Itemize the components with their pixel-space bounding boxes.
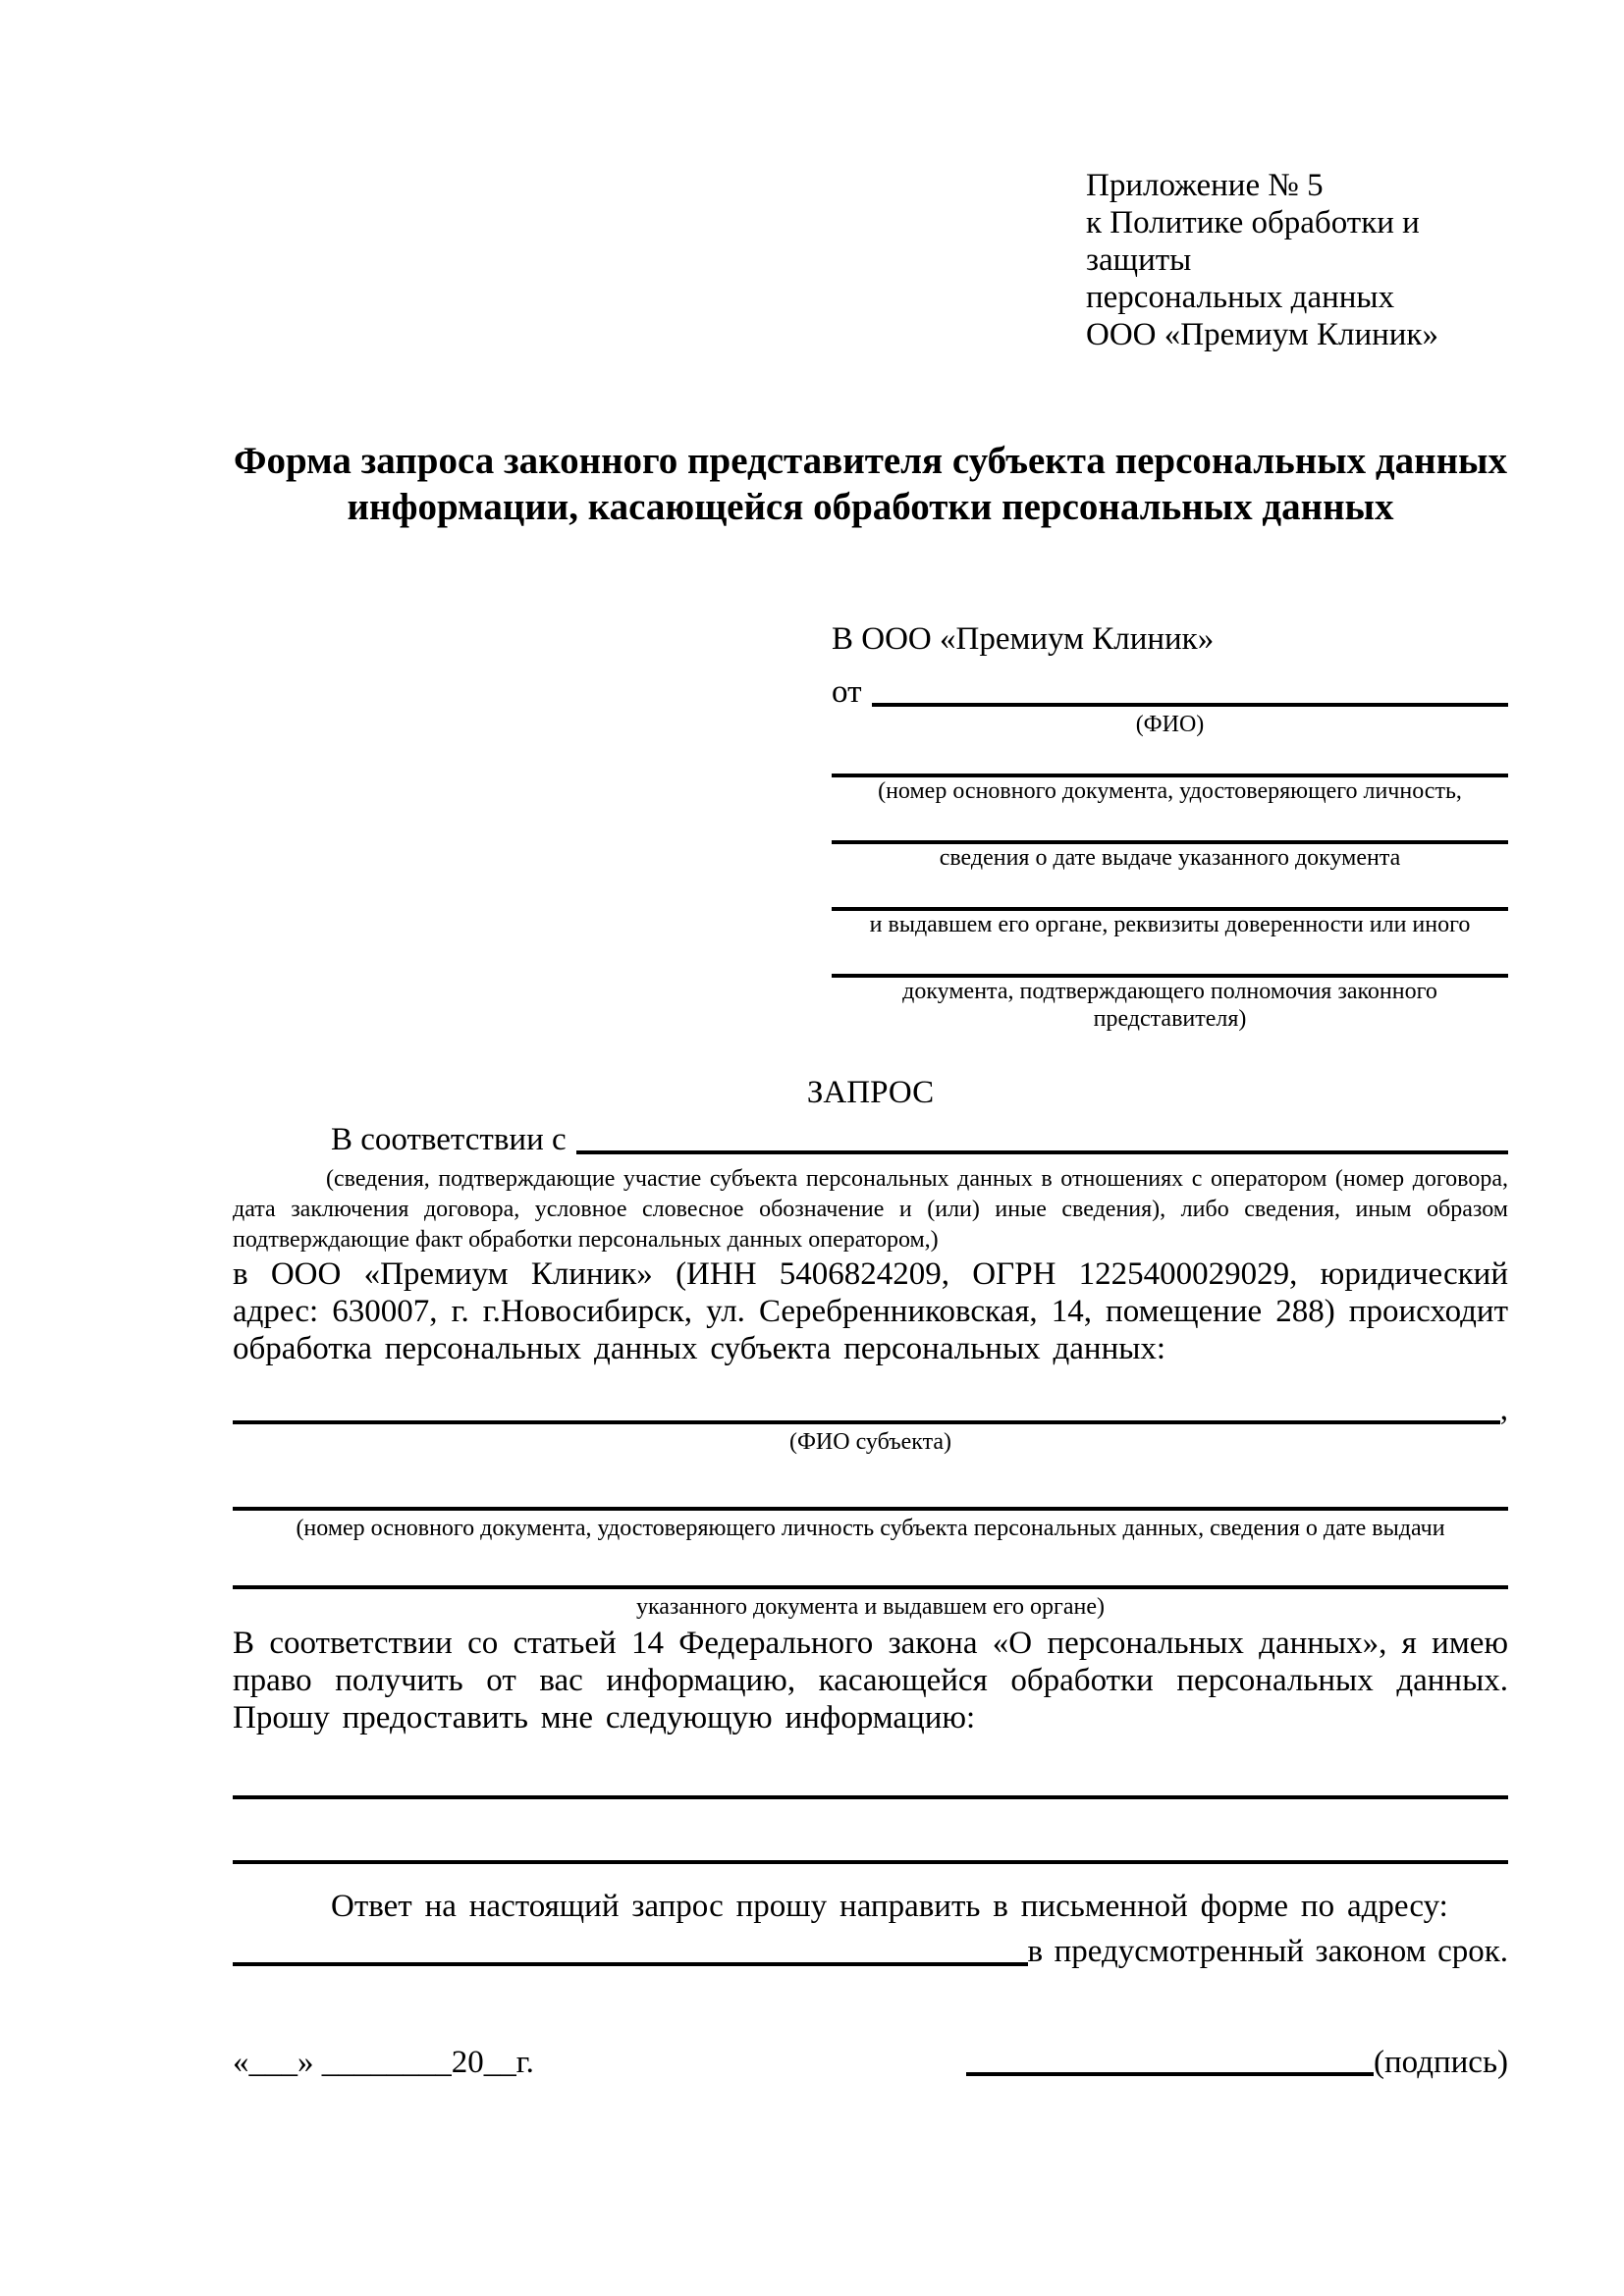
reply-address-row	[233, 1925, 1508, 1970]
reply-address-blank-line	[233, 1962, 1028, 1966]
addressee-block	[832, 620, 1508, 1033]
subject-doc-blank-line	[233, 1507, 1508, 1511]
appendix-line: персональных данных	[1086, 280, 1395, 315]
representative-doc-blank-line	[832, 872, 1508, 911]
fio-caption: (ФИО)	[1135, 712, 1205, 737]
document-title-line: информации, касающейся обработки персональных данных	[347, 486, 1394, 528]
subject-doc-blank-line	[233, 1585, 1508, 1589]
date-blank-field: «___» ________20__г.	[233, 2045, 534, 2080]
from-label: от	[832, 674, 862, 710]
intro-blank-line	[576, 1150, 1508, 1154]
subject-fio-blank-line	[233, 1420, 1500, 1424]
appendix-line: к Политике обработки и защиты	[1086, 205, 1420, 278]
document-title-line: Форма запроса законного представителя субъекта персональных данных	[233, 440, 1508, 482]
signature-caption: (подпись)	[1374, 2045, 1508, 2080]
fio-subject-caption: (ФИО субъекта)	[788, 1429, 952, 1455]
field-caption: и выдавшем его органе, реквизиты доверенности или иного	[869, 912, 1471, 937]
trailing-comma: ,	[1499, 1392, 1508, 1427]
field-caption: сведения о дате выдаче указанного документа	[939, 845, 1401, 871]
representative-doc-blank-line	[832, 805, 1508, 844]
intro-row	[233, 1117, 1508, 1158]
subject-fio-row	[233, 1389, 1508, 1428]
info-blank-line	[233, 1795, 1508, 1799]
reply-suffix: в предусмотренный законом срок.	[1027, 1934, 1508, 1969]
document-title	[233, 438, 1508, 530]
representative-doc-blank-line	[832, 738, 1508, 777]
reply-paragraph: Ответ на настоящий запрос прошу направить в письменной форме по адресу:	[331, 1889, 1448, 1924]
operator-paragraph: в ООО «Премиум Клиник» (ИНН 5406824209, ОГРН 1225400029029, юридический адрес: 630007, г. г.Новосибирск, ул. Серебренниковская, 14, помещение 288) происходит обработка персональных данных субъекта персональных данных:	[233, 1256, 1508, 1366]
addressee-org: В ООО «Премиум Клиник»	[832, 621, 1215, 657]
subject-doc-caption: указанного документа и выдавшем его органе)	[635, 1594, 1106, 1620]
field-caption: (номер основного документа, удостоверяющего личность,	[878, 778, 1462, 804]
request-heading: ЗАПРОС	[806, 1075, 935, 1110]
subject-doc-caption: (номер основного документа, удостоверяющего личность субъекта персональных данных, сведения о дате выдачи	[296, 1516, 1445, 1541]
field-caption: документа, подтверждающего полномочия законного представителя)	[902, 979, 1437, 1032]
from-blank-line	[872, 703, 1509, 707]
intro-note: (сведения, подтверждающие участие субъекта персональных данных в отношениях с оператором (номер договора, дата заключения договора, условное словесное обозначение и (или) иные сведения), либо сведения, иным образом подтверждающие факт обработки персональных данных оператором,)	[233, 1166, 1508, 1253]
appendix-line: Приложение № 5	[1086, 168, 1324, 203]
signature-row	[233, 2043, 1508, 2082]
representative-doc-blank-line	[832, 938, 1508, 978]
info-blank-line	[233, 1860, 1508, 1864]
intro-prefix: В соответствии с	[331, 1122, 567, 1157]
appendix-line: ООО «Премиум Клиник»	[1086, 317, 1438, 352]
from-row	[832, 666, 1508, 711]
signature-blank-line	[966, 2072, 1374, 2076]
appendix-block	[1086, 167, 1508, 353]
law-paragraph: В соответствии со статьей 14 Федерального закона «О персональных данных», я имею право получить от вас информацию, касающейся обработки персональных данных. Прошу предоставить мне следующую информацию:	[233, 1626, 1508, 1735]
